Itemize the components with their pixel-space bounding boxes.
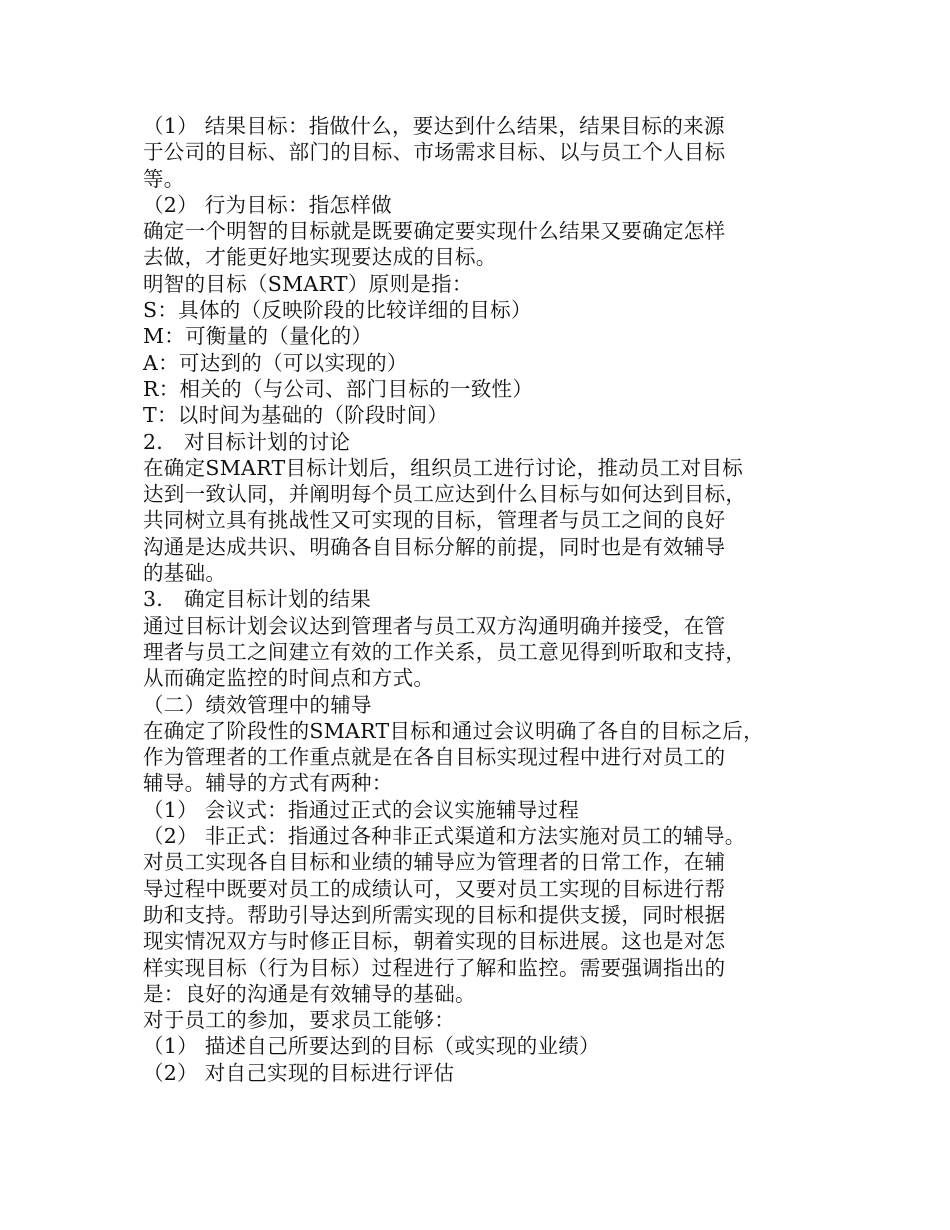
text-line: 现实情况双方与时修正目标，朝着实现的目标进展。这也是对怎 [143, 929, 726, 954]
text-line: 辅导。辅导的方式有两种： [143, 771, 393, 796]
text-line: （1） 描述自己所要达到的目标（或实现的业绩） [143, 1034, 600, 1059]
text-line: 作为管理者的工作重点就是在各自目标实现过程中进行对员工的 [143, 745, 726, 770]
text-line: 确定一个明智的目标就是既要确定要实现什么结果又要确定怎样 [143, 219, 726, 244]
text-line: M：可衡量的（量化的） [143, 324, 373, 349]
document-body [143, 113, 823, 1086]
text-line: 的基础。 [143, 561, 227, 586]
text-line: 通过目标计划会议达到管理者与员工双方沟通明确并接受，在管 [143, 613, 726, 638]
text-line: 理者与员工之间建立有效的工作关系，员工意见得到听取和支持， [143, 639, 747, 664]
text-line: （1） 结果目标：指做什么，要达到什么结果，结果目标的来源 [143, 114, 725, 138]
text-line: R：相关的（与公司、部门目标的一致性） [143, 376, 534, 401]
text-line: 在确定了阶段性的SMART目标和通过会议明确了各自的目标之后， [143, 718, 764, 743]
text-line: 样实现目标（行为目标）过程进行了解和监控。需要强调指出的 [143, 955, 726, 980]
section-heading: 3． 确定目标计划的结果 [143, 587, 372, 612]
text-line: 于公司的目标、部门的目标、市场需求目标、以与员工个人目标 [143, 140, 726, 165]
text-line: （2） 行为目标：指怎样做 [143, 192, 392, 217]
text-line: 达到一致认同，并阐明每个员工应达到什么目标与如何达到目标， [143, 482, 747, 507]
text-line: （2） 非正式：指通过各种非正式渠道和方法实施对员工的辅导。 [143, 824, 746, 849]
text-line: （2） 对自己实现的目标进行评估 [143, 1060, 455, 1085]
text-line: 沟通是达成共识、明确各自目标分解的前提，同时也是有效辅导 [143, 534, 726, 559]
section-heading: （二）绩效管理中的辅导 [143, 692, 372, 717]
text-line: 对员工实现各自目标和业绩的辅导应为管理者的日常工作，在辅 [143, 850, 726, 875]
text-line: 明智的目标（SMART）原则是指： [143, 271, 473, 296]
text-line: S：具体的（反映阶段的比较详细的目标） [143, 298, 532, 323]
text-line: A：可达到的（可以实现的） [143, 350, 408, 375]
text-line: 在确定SMART目标计划后，组织员工进行讨论，推动员工对目标 [143, 455, 744, 480]
text-line: 是：良好的沟通是有效辅导的基础。 [143, 981, 476, 1006]
text-line: 等。 [143, 166, 185, 191]
text-line: 助和支持。帮助引导达到所需实现的目标和提供支援，同时根据 [143, 902, 726, 927]
section-heading: 2． 对目标计划的讨论 [143, 429, 351, 454]
text-line: （1） 会议式：指通过正式的会议实施辅导过程 [143, 797, 580, 822]
text-line: 去做，才能更好地实现要达成的目标。 [143, 245, 497, 270]
text-line: 对于员工的参加，要求员工能够： [143, 1008, 455, 1033]
text-line: 导过程中既要对员工的成绩认可，又要对员工实现的目标进行帮 [143, 876, 726, 901]
text-line: 从而确定监控的时间点和方式。 [143, 666, 435, 691]
text-line: 共同树立具有挑战性又可实现的目标，管理者与员工之间的良好 [143, 508, 726, 533]
text-line: T：以时间为基础的（阶段时间） [143, 403, 449, 428]
